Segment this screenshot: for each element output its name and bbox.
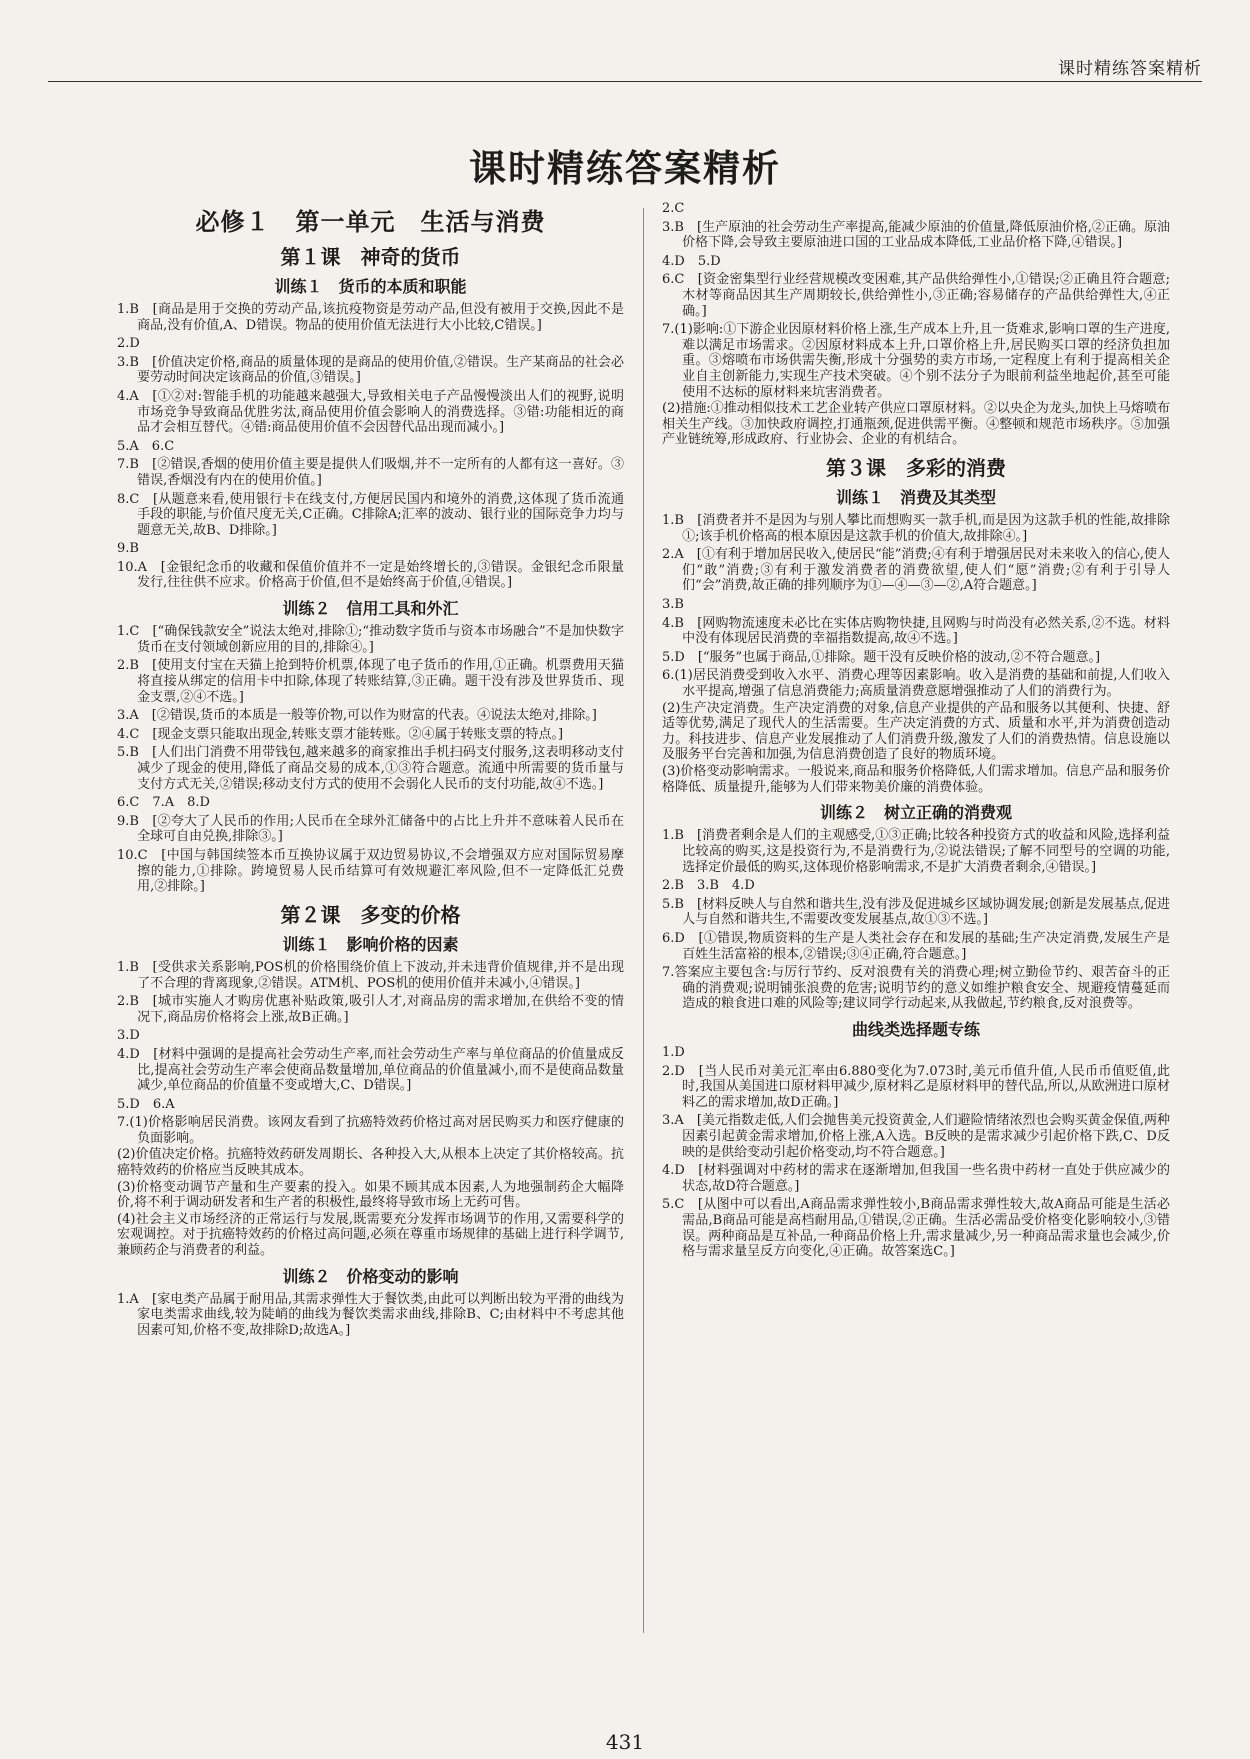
unit-heading: 必修１ 第一单元 生活与消费: [195, 208, 546, 236]
answer-item: 7.(1)价格影响居民消费。该网友看到了抗癌特效药价格过高对居民购买力和医疗健康的负面影响。: [117, 1115, 624, 1146]
answer-item: 2.A [①有利于增加居民收入,使居民“能”消费;④有利于增强居民对未来收入的信心,使人们“敢”消费;③有利于激发消费者的消费欲望,使人们“愿”消费;②有利于引导人们“会”消费,故正确的排列顺序为①—④—③—②,A符合题意。]: [662, 547, 1170, 594]
answer-paragraph: (2)措施:①推动相似技术工艺企业转产供应口罩原材料。②以央企为龙头,加快上马熔喷布相关生产线。③加快政府调控,打通瓶颈,促进供需平衡。④整顿和规范市场秩序。⑤加强产业链统筹,形成政府、行业协会、企业的有机结合。: [662, 401, 1170, 448]
answer-paragraph: (2)生产决定消费。生产决定消费的对象,信息产业提供的产品和服务以其便利、快捷、舒适等优势,满足了现代人的生活需要。生产决定消费的方式、质量和水平,并为消费创造动力。科技进步、信息产业发展推动了人们消费升级,激发了人们的消费热情。信息设施以及服务平台完善和加强,为信息消费创造了良好的物质环境。: [662, 700, 1170, 763]
lesson-heading: 第１课 神奇的货币: [280, 244, 461, 269]
answer-item: 9.B: [117, 541, 139, 557]
answer-item: 9.B [②夸大了人民币的作用;人民币在全球外汇储备中的占比上升并不意味着人民币在全球可自由兑换,排除③。]: [117, 813, 624, 845]
answer-item: 10.C [中国与韩国续签本币互换协议属于双边贸易协议,不会增强双方应对国际贸易摩擦的能力,①排除。跨境贸易人民币结算可有效规避汇率风险,但不一定降低汇兑费用,②排除。]: [117, 847, 624, 895]
answer-item: 1.B [消费者剩余是人们的主观感受,①③正确;比较各种投资方式的收益和风险,选择利益比较高的购买,这是投资行为,不是消费行为,②说法错误;了解不同型号的空调的功能,选择定价最低的购买,这体现价格影响需求,不是扩大消费者剩余,④错误。]: [662, 828, 1170, 875]
training-heading: 曲线类选择题专练: [851, 1019, 980, 1039]
answer-item: 6.(1)居民消费受到收入水平、消费心理等因素影响。收入是消费的基础和前提,人们收入水平提高,增强了信息消费能力;高质量消费意愿增强推动了人们的消费行为。: [662, 668, 1170, 700]
answer-item: 4.C [现金支票只能取出现金,转账支票才能转账。②④属于转账支票的特点。]: [117, 726, 564, 742]
answer-item: 3.A [美元指数走低,人们会抛售美元投资黄金,人们避险情绪浓烈也会购买黄金保值,两种因素引起黄金需求增加,价格上涨,A入选。B反映的是需求减少引起价格下跌,C、D反映的是供给变动引起价格变动,均不符合题意。]: [662, 1113, 1170, 1160]
answer-item: 6.C [资金密集型行业经营规模改变困难,其产品供给弹性小,①错误;②正确且符合题意;木材等商品因其生产周期较长,供给弹性小,③正确;容易储存的产品供给弹性大,④正确。]: [662, 272, 1170, 319]
answer-item: 3.B: [662, 597, 684, 613]
training-heading: 训练１ 货币的本质和职能: [274, 276, 467, 296]
answer-item: 7.(1)影响:①下游企业因原材料价格上涨,生产成本上升,且一货难求,影响口罩的生产进度,难以满足市场需求。②因原材料成本上升,口罩价格上升,居民购买口罩的经济负担加重。③熔喷布市场供需失衡,形成十分强势的卖方市场,一定程度上有利于提高相关企业自主创新能力,实现生产技术突破。④个别不法分子为眼前利益坐地起价,甚至可能使用不达标的原材料来坑害消费者。: [662, 322, 1170, 400]
answer-item: 6.C 7.A 8.D: [117, 795, 210, 811]
page-number: 431: [605, 1730, 645, 1754]
answer-paragraph: (4)社会主义市场经济的正常运行与发展,既需要充分发挥市场调节的作用,又需要科学的宏观调控。对于抗癌特效药的价格过高问题,必须在尊重市场规律的基础上进行科学调节,兼顾药企与消费者的利益。: [117, 1211, 624, 1259]
answer-item: 1.B [商品是用于交换的劳动产品,该抗疫物资是劳动产品,但没有被用于交换,因此不是商品,没有价值,A、D错误。物品的使用价值无法进行大小比较,C错误。]: [117, 301, 624, 333]
answer-item: 10.A [金银纪念币的收藏和保值价值并不一定是始终增长的,③错误。金银纪念币限量发行,往往供不应求。价格高于价值,但不是始终高于价值,④错误。]: [117, 559, 624, 591]
answer-item: 2.D [当人民币对美元汇率由6.880变化为7.073时,美元币值升值,人民币币值贬值,此时,我国从美国进口原材料甲减少,原材料乙是原材料甲的替代品,所以,从欧洲进口原材料乙的需求增加,故D正确。]: [662, 1063, 1170, 1110]
training-heading: 训练１ 消费及其类型: [835, 487, 996, 507]
answer-item: 2.C: [662, 201, 685, 216]
answer-item: 1.C [“确保钱款安全”说法太绝对,排除①;“推动数字货币与资本市场融合”不是加快数字货币在支付领域创新应用的目的,排除④。]: [117, 624, 624, 655]
answer-item: 4.A [①②对:智能手机的功能越来越强大,导致相关电子产品慢慢淡出人们的视野,说明市场竞争导致商品优胜劣汰,商品使用价值会影响人的消费选择。③错:功能相近的商品才会相互替代。④错:商品使用价值不会因替代品出现而减小。]: [117, 388, 624, 436]
answer-item: 3.D: [117, 1028, 140, 1044]
training-heading: 训练２ 树立正确的消费观: [819, 803, 1012, 823]
answer-item: 5.A 6.C: [117, 438, 175, 454]
answer-item: 3.A [②错误,货币的本质是一般等价物,可以作为财富的代表。④说法太绝对,排除。]: [117, 708, 597, 724]
left-column: [117, 198, 624, 1339]
answer-item: 7.答案应主要包含:与厉行节约、反对浪费有关的消费心理;树立勤俭节约、艰苦奋斗的正确的消费观;说明铺张浪费的危害;说明节约的意义如维护粮食安全、规避疫情蔓延而造成的粮食进口难的风险等;建议同学行动起来,从我做起,节约粮食,反对浪费等。: [662, 965, 1170, 1012]
answer-item: 7.B [②错误,香烟的使用价值主要是提供人们吸烟,并不一定所有的人都有这一喜好。③错误,香烟没有内在的使用价值。]: [117, 457, 624, 488]
answer-item: 2.D: [117, 336, 140, 352]
answer-item: 5.B [人们出门消费不用带钱包,越来越多的商家推出手机扫码支付服务,这表明移动支付减少了现金的使用,降低了商品交易的成本,①③符合题意。流通中所需要的货币量与支付方式无关,②错误;移动支付方式的使用不会弱化人民币的支付功能,故④不选。]: [117, 745, 624, 792]
answer-item: 8.C [从题意来看,使用银行卡在线支付,方便居民国内和境外的消费,这体现了货币流通手段的职能,与价值尺度无关,C正确。C排除A;汇率的波动、银行业的国际竞争力均与题意无关,故B、D排除。]: [117, 491, 624, 538]
answer-item: 4.D [材料中强调的是提高社会劳动生产率,而社会劳动生产率与单位商品的价值量成反比,提高社会劳动生产率会使商品数量增加,单位商品的价值量减小,而不是使商品数量减少,单位商品的价值量不变或增大,C、D错误。]: [117, 1046, 624, 1094]
answer-item: 5.B [材料反映人与自然和谐共生,没有涉及促进城乡区域协调发展;创新是发展基点,促进人与自然和谐共生,不需要改变发展基点,故①③不选。]: [662, 896, 1170, 928]
answer-paragraph: (2)价值决定价格。抗癌特效药研发周期长、各种投入大,从根本上决定了其价格较高。抗癌特效药的价格应当反映其成本。: [117, 1147, 624, 1179]
answer-paragraph: (3)价格变动影响需求。一般说来,商品和服务价格降低,人们需求增加。信息产品和服务价格降低、质量提升,能够为人们带来物美价廉的消费体验。: [662, 764, 1170, 795]
answer-item: 4.B [网购物流速度未必比在实体店购物快捷,且网购与时尚没有必然关系,②不选。材料中没有体现居民消费的幸福指数提高,故④不选。]: [662, 615, 1170, 647]
answer-item: 5.D [“服务”也属于商品,①排除。题干没有反映价格的波动,②不符合题意。]: [662, 649, 1101, 665]
running-header: 课时精练答案精析: [1058, 59, 1202, 79]
answer-item: 2.B 3.B 4.D: [662, 878, 755, 894]
answer-item: 3.B [生产原油的社会劳动生产率提高,能减少原油的价值量,降低原油价格,②正确。原油价格下降,会导致主要原油进口国的工业品成本降低,工业品价格下降,④错误。]: [662, 219, 1170, 251]
answer-item: 1.A [家电类产品属于耐用品,其需求弹性大于餐饮类,由此可以判断出较为平滑的曲线为家电类需求曲线,较为陡峭的曲线为餐饮类需求曲线,排除B、C;由材料中不考虑其他因素可知,价格不变,故排除D;故选A。]: [117, 1291, 624, 1339]
answer-item: 6.D [①错误,物质资料的生产是人类社会存在和发展的基础;生产决定消费,发展生产是百姓生活富裕的根本,②错误;③④正确,符合题意。]: [662, 930, 1170, 962]
training-heading: 训练２ 价格变动的影响: [282, 1266, 459, 1286]
answer-item: 5.C [从图中可以看出,A商品需求弹性较小,B商品需求弹性较大,故A商品可能是生活必需品,B商品可能是高档耐用品,①错误,②正确。生活必需品受价格变化影响较小,③错误。两种商品是互补品,一种商品价格上升,需求量减少,另一种商品需求量也会减少,价格与需求量呈反方向变化,④正确。故答案选C。]: [662, 1197, 1170, 1260]
answer-item: 5.D 6.A: [117, 1096, 175, 1112]
answer-item: 2.B [使用支付宝在天猫上抢到特价机票,体现了电子货币的作用,①正确。机票费用天猫将直接从绑定的信用卡中扣除,体现了转账结算,③正确。题干没有涉及世界货币、现金支票,②④不选。]: [117, 658, 624, 705]
answer-item: 1.B [受供求关系影响,POS机的价格围绕价值上下波动,并未违背价值规律,并不是出现了不合理的背离现象,②错误。ATM机、POS机的使用价值并未减小,④错误。]: [117, 959, 624, 991]
answer-item: 1.D: [662, 1045, 685, 1061]
lesson-heading: 第２课 多变的价格: [280, 902, 461, 927]
header-rule: [48, 81, 1202, 82]
training-heading: 训练２ 信用工具和外汇: [282, 599, 459, 619]
right-column: [662, 198, 1170, 1260]
answer-item: 4.D 5.D: [662, 253, 721, 269]
training-heading: 训练１ 影响价格的因素: [282, 934, 459, 954]
answer-item: 2.B [城市实施人才购房优惠补贴政策,吸引人才,对商品房的需求增加,在供给不变的情况下,商品房价格将会上涨,故B正确。]: [117, 994, 624, 1025]
answer-paragraph: (3)价格变动调节产量和生产要素的投入。如果不顾其成本因素,人为地强制药企大幅降价,将不利于调动研发者和生产者的积极性,最终将导致市场上无药可售。: [117, 1179, 624, 1211]
answer-item: 1.B [消费者并不是因为与别人攀比而想购买一款手机,而是因为这款手机的性能,故排除①;该手机价格高的根本原因是这款手机的价值大,故排除④。]: [662, 513, 1170, 544]
page-title: 课时精练答案精析: [469, 146, 781, 190]
answer-item: 3.B [价值决定价格,商品的质量体现的是商品的使用价值,②错误。生产某商品的社会必要劳动时间决定该商品的价值,③错误。]: [117, 354, 624, 386]
column-divider: [643, 208, 644, 1633]
answer-item: 4.D [材料强调对中药材的需求在逐渐增加,但我国一些名贵中药材一直处于供应减少的状态,故D符合题意。]: [662, 1163, 1170, 1194]
lesson-heading: 第３课 多彩的消费: [826, 455, 1006, 480]
